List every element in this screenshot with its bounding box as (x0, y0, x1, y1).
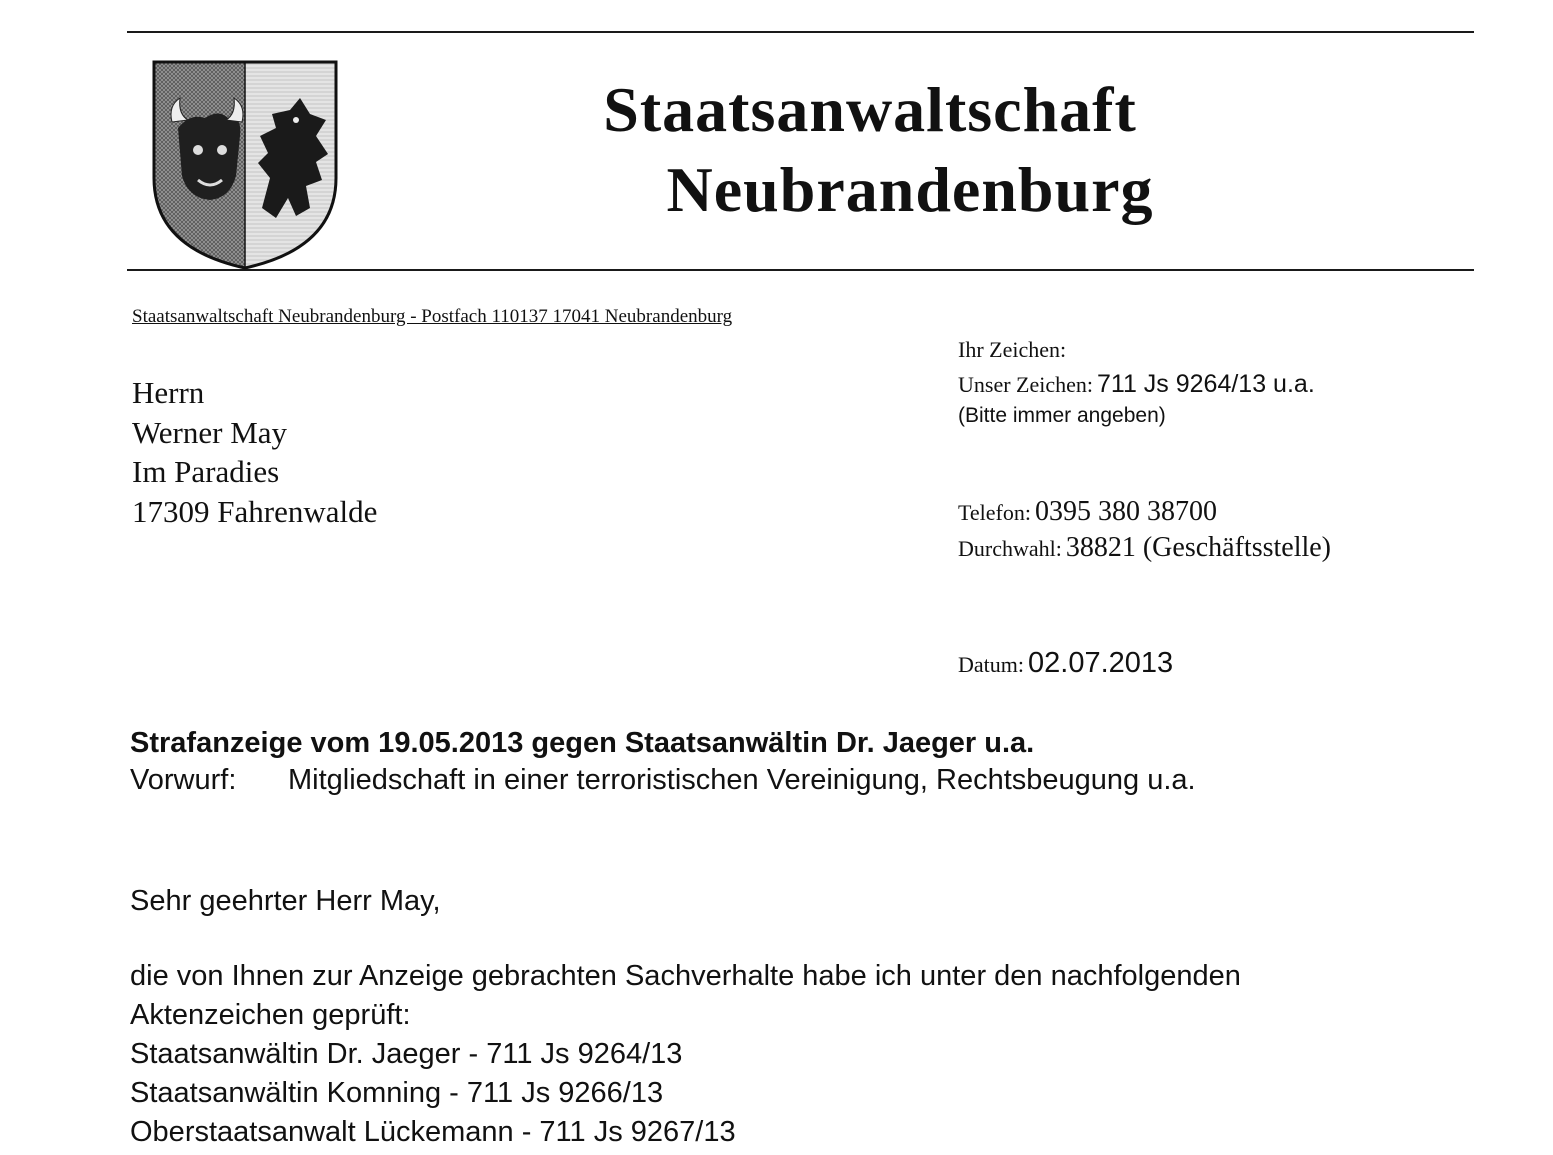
charge-text: Mitgliedschaft in einer terroristischen Vereinigung, Rechtsbeugung u.a. (288, 764, 1196, 796)
telefon-value: 0395 380 38700 (1034, 496, 1217, 527)
intro-line-2: Aktenzeichen geprüft: (130, 999, 411, 1031)
authority-name-line2: Neubrandenburg (666, 154, 1154, 225)
datum-label: Datum: (958, 652, 1024, 677)
ihr-zeichen (958, 337, 1066, 363)
charge-line (130, 764, 1196, 797)
reference-note (958, 404, 1166, 428)
reference-note-text: (Bitte immer angeben) (958, 404, 1166, 427)
unser-zeichen-value: 711 Js 9264/13 u.a. (1097, 370, 1315, 398)
header-top-rule (127, 31, 1474, 33)
unser-zeichen-label: Unser Zeichen: (958, 372, 1093, 397)
sender-return-address: Staatsanwaltschaft Neubrandenburg - Postfach 110137 17041 Neubrandenburg (132, 306, 733, 327)
case-list-item: Staatsanwältin Dr. Jaeger - 711 Js 9264/13 (130, 1038, 683, 1070)
datum-value: 02.07.2013 (1028, 647, 1174, 679)
subject-title: Strafanzeige vom 19.05.2013 gegen Staatsanwältin Dr. Jaeger u.a. (130, 727, 1035, 759)
recipient-city: 17309 Fahrenwalde (132, 494, 378, 529)
recipient-street: Im Paradies (132, 454, 280, 489)
ihr-zeichen-label: Ihr Zeichen: (958, 337, 1067, 362)
case-list-item: Staatsanwältin Komning - 711 Js 9266/13 (130, 1077, 664, 1109)
charge-label: Vorwurf: (130, 764, 237, 796)
durchwahl-value: 38821 (Geschäftsstelle) (1065, 532, 1331, 563)
coat-of-arms-icon (150, 58, 340, 272)
case-list-item: Oberstaatsanwalt Lückemann - 711 Js 9267/13 (130, 1116, 736, 1148)
recipient-name: Werner May (132, 415, 288, 450)
telefon-label: Telefon: (958, 500, 1031, 525)
datum (958, 647, 1173, 680)
recipient-salutation: Herrn (132, 375, 205, 410)
greeting: Sehr geehrter Herr May, (130, 885, 441, 917)
durchwahl (958, 532, 1331, 564)
authority-name-line1: Staatsanwaltschaft (603, 74, 1137, 145)
unser-zeichen (958, 370, 1315, 399)
durchwahl-label: Durchwahl: (958, 536, 1062, 561)
telefon (958, 496, 1217, 528)
intro-line-1: die von Ihnen zur Anzeige gebrachten Sachverhalte habe ich unter den nachfolgenden (130, 960, 1241, 992)
